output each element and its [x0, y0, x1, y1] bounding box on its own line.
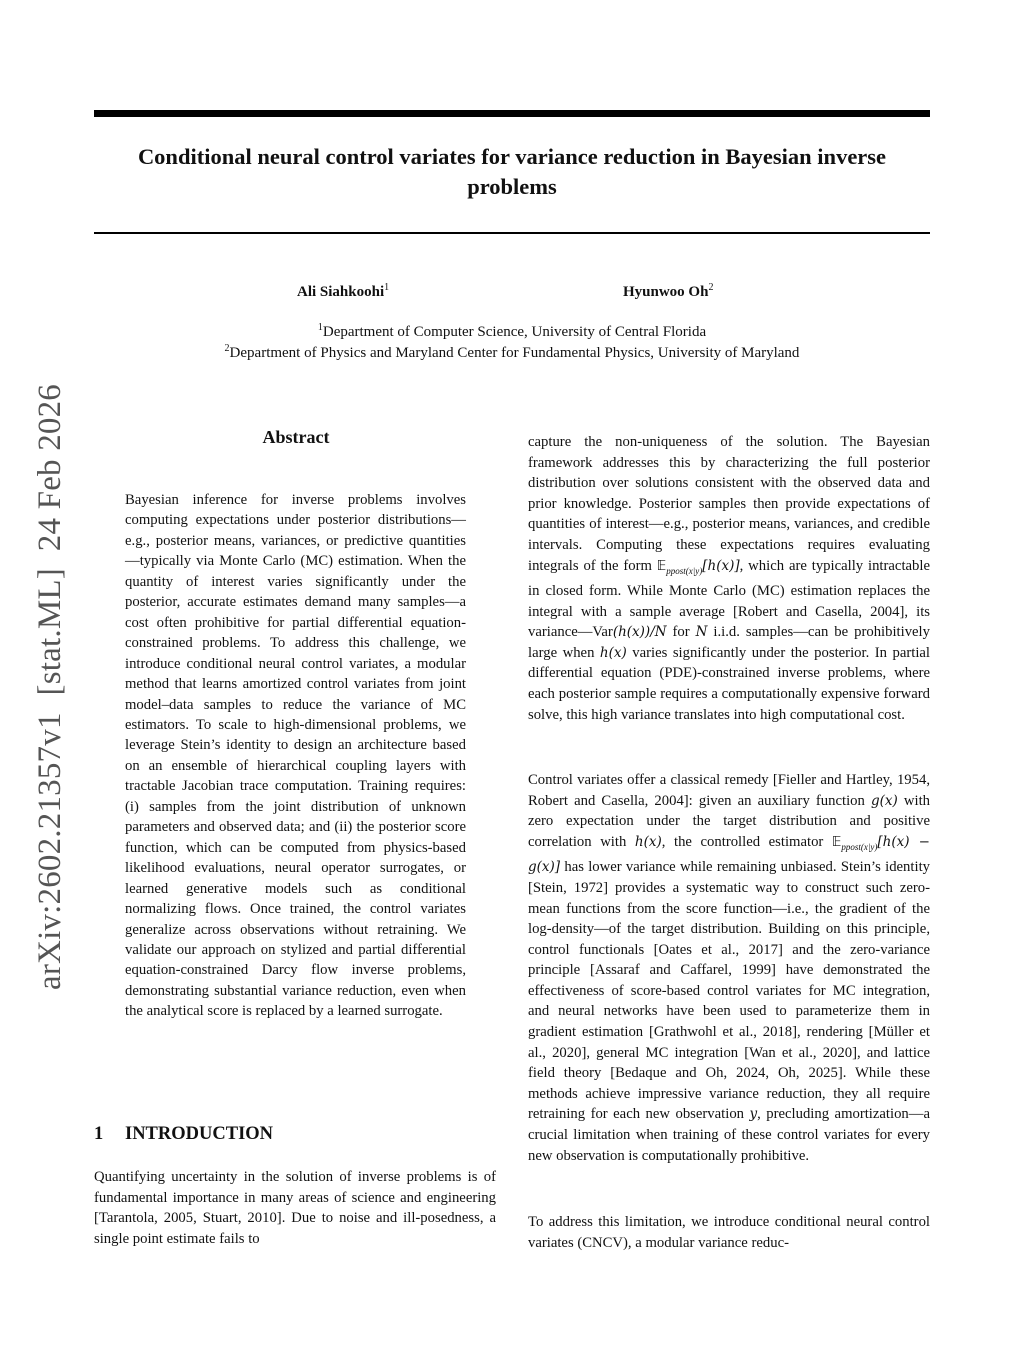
author-1-name: Ali Siahkoohi: [297, 284, 385, 300]
math-expression: (h(x))/N: [612, 624, 667, 641]
text-run: varies significantly under the posterior. In partial differential equation (PDE)-constrained inverse problems, where each posterior sample requires a computationally expensive forward solve, this high variance translates into high computational cost.: [528, 644, 930, 723]
arxiv-identifier: arXiv:2602.21357v1 [stat.ML] 24 Feb 2026: [32, 383, 68, 990]
math-expression: g(x): [870, 792, 898, 809]
expectation-subscript: ppost(x|y): [841, 841, 878, 852]
author-2: [623, 282, 713, 301]
paper-title: Conditional neural control variates for variance reduction in Bayesian inverse problems: [137, 144, 887, 199]
author-1: [297, 282, 389, 301]
abstract-heading: Abstract: [262, 427, 330, 447]
math-expression: [h(x)]: [702, 557, 740, 574]
intro-paragraph-2: [528, 432, 930, 725]
expectation-symbol: 𝔼: [831, 834, 842, 850]
text-run: i.i.d. samples—can be prohibitively large when: [528, 624, 930, 661]
math-expression: h(x): [634, 833, 662, 850]
text-run: , the controlled estimator: [661, 833, 832, 850]
affiliation-2-mark: 2: [224, 343, 230, 354]
expectation-subscript: ppost(x|y): [666, 565, 703, 576]
affiliation-1: [94, 322, 930, 341]
text-run: with zero expectation under the target distribution and positive correlation with: [528, 792, 930, 850]
text-run: for: [666, 624, 696, 641]
math-expression: h(x): [599, 644, 627, 661]
intro-paragraph-1: Quantifying uncertainty in the solution of inverse problems is of fundamental importance in many areas of science and engineering [Tarantola, 2005, Stuart, 2010]. Due to noise and ill-posedness, a single point estimate fails to: [94, 1169, 496, 1247]
top-rule: [94, 110, 930, 117]
math-expression: N: [695, 624, 708, 641]
affiliation-1-text: Department of Computer Science, University of Central Florida: [322, 324, 707, 340]
author-1-mark: 1: [384, 282, 390, 293]
text-run: has lower variance while remaining unbiased. Stein’s identity [Stein, 1972] provides a systematic way to construct such zero-mean functions from the score function—i.e., the gradient of the log-density—of the target distribution. Building on this principle, control functionals [Oates et al., 2017] and the zero-variance principle [Assaraf and Caffarel, 1999] have demonstrated the effectiveness of score-based control variates for MC integration, and neural networks have been used to parameterize them in gradient estimation [Grathwohl et al., 2018], rendering [Müller et al., 2020], general MC integration [Wan et al., 2020], and lattice field theory [Bedaque and Oh, 2024, Oh, 2025]. While these methods achieve impressive variance reduction, they all require retraining for each new observation: [528, 859, 930, 1123]
math-expression: y: [749, 1106, 758, 1123]
text-run: Control variates offer a classical remedy [Fieller and Hartley, 1954, Robert and Casella, 2004]: given an auxiliary function: [528, 772, 930, 809]
section-heading-introduction: [94, 1124, 273, 1145]
affiliation-2-text: Department of Physics and Maryland Center for Fundamental Physics, University of Maryland: [229, 345, 800, 361]
affiliation-1-mark: 1: [317, 322, 323, 333]
abstract-text: Bayesian inference for inverse problems involves computing expectations under posterior distributions—e.g., posterior means, variances, or predictive quantities—typically via Monte Carlo (MC) estimation. When the quantity of interest varies significantly under the posterior, accurate estimates demand many samples—a cost often prohibitive for partial differential equation-constrained problems. To address this challenge, we introduce conditional neural control variates, a modular method that learns amortized control variates from joint model–data samples to reduce the variance of MC estimators. To scale to high-dimensional problems, we leverage Stein’s identity to design an architecture based on an ensemble of hierarchical coupling layers with tractable Jacobian trace computation. Training requires: (i) samples from the joint distribution of unknown parameters and observed data; and (ii) the posterior score function, which can be computed from physics-based likelihood evaluations, neural operator surrogates, or learned generative models such as conditional normalizing flows. Once trained, the control variates generalize across observations without retraining. We validate our approach on stylized and partial differential equation-constrained Darcy flow inverse problems, demonstrating substantial variance reduction, even when the analytical score is replaced by a learned surrogate.: [125, 492, 466, 1020]
text-run: capture the non-uniqueness of the solution. The Bayesian framework addresses this by characterizing the full posterior distribution over solutions consistent with the observed data and prior knowledge. Posterior samples then provide expectations of quantities of interest—e.g., posterior means, variances, and credible intervals. Computing these expectations requires evaluating integrals of the form: [528, 434, 930, 574]
text-run: , which are typically intractable in closed form. While Monte Carlo (MC) estimation replaces the integral with a sample average [Robert and Casella, 2004], its variance—Var: [528, 557, 930, 641]
author-2-name: Hyunwoo Oh: [623, 284, 709, 300]
intro-paragraph-3: [528, 770, 930, 1166]
affiliation-2: [94, 343, 930, 362]
text-run: , precluding amortization—a crucial limitation when training of these control variates for every new observation is computationally prohibitive.: [528, 1106, 930, 1164]
intro-paragraph-4: To address this limitation, we introduce conditional neural control variates (CNCV), a modular variance reduc-: [528, 1214, 930, 1251]
expectation-symbol: 𝔼: [656, 558, 667, 574]
section-number: 1: [94, 1124, 104, 1144]
title-bottom-rule: [94, 232, 930, 234]
math-expression: [h(x) − g(x)]: [528, 833, 930, 876]
section-title: INTRODUCTION: [125, 1124, 274, 1144]
author-2-mark: 2: [708, 282, 714, 293]
